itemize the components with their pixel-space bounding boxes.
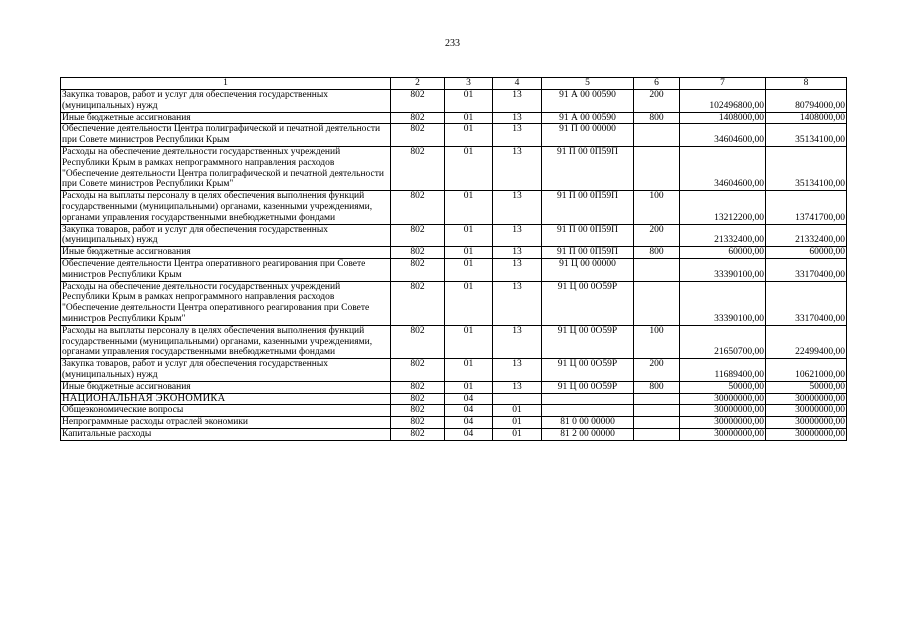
section-cell: 04 [445,428,493,440]
row-name-cell: Расходы на обеспечение деятельности государственных учреждений Республики Крым в рамках непрограммного направления расходов "Обеспечение деятельности Центра оперативного реагирования при Совете министров Республики Крым" [61,281,391,325]
section-cell: 04 [445,417,493,429]
section-cell: 01 [445,247,493,259]
expense-type-cell: 200 [634,90,680,113]
amount-year2-cell: 80794000,00 [766,90,847,113]
target-article-cell: 91 П 00 00000 [542,124,634,147]
table-row [61,124,847,147]
expense-type-cell: 100 [634,191,680,224]
subsection-cell: 13 [493,381,542,393]
subsection-cell: 13 [493,90,542,113]
section-cell: 01 [445,191,493,224]
grbs-cell: 802 [391,224,445,247]
expense-type-cell [634,405,680,417]
row-name-cell: Иные бюджетные ассигнования [61,381,391,393]
expense-type-cell [634,124,680,147]
row-name-cell: Закупка товаров, работ и услуг для обеспечения государственных (муниципальных) нужд [61,359,391,382]
expense-type-cell [634,428,680,440]
expense-type-cell [634,417,680,429]
amount-year1-cell: 30000000,00 [680,417,766,429]
amount-year2-cell: 13741700,00 [766,191,847,224]
target-article-cell: 91 П 00 0П59П [542,191,634,224]
grbs-cell: 802 [391,124,445,147]
expense-type-cell: 800 [634,247,680,259]
amount-year2-cell: 33170400,00 [766,281,847,325]
table-row [61,112,847,124]
row-name-cell: Капитальные расходы [61,428,391,440]
target-article-cell: 91 П 00 0П59П [542,224,634,247]
table-row [61,258,847,281]
row-name-cell: Расходы на выплаты персоналу в целях обеспечения выполнения функций государственными (муниципальными) органами, казенными учреждениями, органами управления государственными внебюджетными фондами [61,191,391,224]
subsection-cell: 01 [493,417,542,429]
subsection-cell: 13 [493,247,542,259]
table-row [61,405,847,417]
amount-year1-cell: 21650700,00 [680,325,766,358]
amount-year1-cell: 13212200,00 [680,191,766,224]
subsection-cell: 13 [493,359,542,382]
subsection-cell: 13 [493,124,542,147]
amount-year2-cell: 30000000,00 [766,393,847,405]
subsection-cell: 01 [493,428,542,440]
amount-year1-cell: 34604600,00 [680,146,766,190]
subsection-cell: 13 [493,224,542,247]
target-article-cell: 91 А 00 00590 [542,112,634,124]
row-name-cell: Обеспечение деятельности Центра оперативного реагирования при Совете министров Республики Крым [61,258,391,281]
target-article-cell: 91 П 00 0П59П [542,146,634,190]
subsection-cell: 13 [493,281,542,325]
row-name-cell: Закупка товаров, работ и услуг для обеспечения государственных (муниципальных) нужд [61,224,391,247]
amount-year1-cell: 1408000,00 [680,112,766,124]
section-cell: 01 [445,124,493,147]
table-row [61,417,847,429]
table-row [61,393,847,405]
page-number: 233 [445,38,460,49]
amount-year1-cell: 34604600,00 [680,124,766,147]
expense-type-cell: 100 [634,325,680,358]
row-name-cell: Обеспечение деятельности Центра полиграфической и печатной деятельности при Совете министров Республики Крым [61,124,391,147]
row-name-cell: Закупка товаров, работ и услуг для обеспечения государственных (муниципальных) нужд [61,90,391,113]
grbs-cell: 802 [391,90,445,113]
grbs-cell: 802 [391,112,445,124]
expense-type-cell: 200 [634,359,680,382]
grbs-cell: 802 [391,428,445,440]
target-article-cell [542,393,634,405]
target-article-cell: 91 Ц 00 0О59Р [542,381,634,393]
amount-year2-cell: 30000000,00 [766,405,847,417]
amount-year1-cell: 50000,00 [680,381,766,393]
expense-type-cell: 800 [634,381,680,393]
section-cell: 01 [445,281,493,325]
expense-type-cell [634,393,680,405]
grbs-cell: 802 [391,247,445,259]
amount-year1-cell: 30000000,00 [680,393,766,405]
amount-year1-cell: 30000000,00 [680,428,766,440]
row-name-cell: НАЦИОНАЛЬНАЯ ЭКОНОМИКА [61,393,391,405]
amount-year2-cell: 1408000,00 [766,112,847,124]
table-row [61,191,847,224]
subsection-cell [493,393,542,405]
amount-year2-cell: 35134100,00 [766,124,847,147]
amount-year2-cell: 33170400,00 [766,258,847,281]
amount-year2-cell: 50000,00 [766,381,847,393]
table-row [61,281,847,325]
target-article-cell: 91 Ц 00 0О59Р [542,281,634,325]
section-cell: 04 [445,393,493,405]
table-row [61,224,847,247]
grbs-cell: 802 [391,325,445,358]
amount-year1-cell: 21332400,00 [680,224,766,247]
grbs-cell: 802 [391,393,445,405]
grbs-cell: 802 [391,405,445,417]
amount-year1-cell: 11689400,00 [680,359,766,382]
table-row [61,90,847,113]
target-article-cell: 91 П 00 0П59П [542,247,634,259]
amount-year2-cell: 10621000,00 [766,359,847,382]
column-header: 1 [61,78,391,90]
budget-table [60,77,847,441]
grbs-cell: 802 [391,381,445,393]
column-header: 5 [542,78,634,90]
grbs-cell: 802 [391,281,445,325]
grbs-cell: 802 [391,146,445,190]
amount-year2-cell: 30000000,00 [766,417,847,429]
table-row [61,428,847,440]
column-header: 2 [391,78,445,90]
column-header: 3 [445,78,493,90]
target-article-cell: 81 2 00 00000 [542,428,634,440]
table-row [61,381,847,393]
row-name-cell: Расходы на обеспечение деятельности государственных учреждений Республики Крым в рамках непрограммного направления расходов "Обеспечение деятельности Центра полиграфической и печатной деятельности при Совете министров Республики Крым" [61,146,391,190]
row-name-cell: Непрограммные расходы отраслей экономики [61,417,391,429]
table-row [61,359,847,382]
expense-type-cell [634,258,680,281]
section-cell: 01 [445,224,493,247]
section-cell: 01 [445,359,493,382]
section-cell: 01 [445,90,493,113]
amount-year2-cell: 30000000,00 [766,428,847,440]
grbs-cell: 802 [391,359,445,382]
target-article-cell: 91 Ц 00 0О59Р [542,325,634,358]
amount-year2-cell: 35134100,00 [766,146,847,190]
column-header: 4 [493,78,542,90]
target-article-cell: 81 0 00 00000 [542,417,634,429]
section-cell: 01 [445,258,493,281]
grbs-cell: 802 [391,191,445,224]
section-cell: 04 [445,405,493,417]
amount-year1-cell: 60000,00 [680,247,766,259]
amount-year1-cell: 30000000,00 [680,405,766,417]
column-header: 8 [766,78,847,90]
table-row [61,146,847,190]
row-name-cell: Иные бюджетные ассигнования [61,247,391,259]
column-header: 6 [634,78,680,90]
section-cell: 01 [445,112,493,124]
amount-year1-cell: 33390100,00 [680,258,766,281]
amount-year1-cell: 102496800,00 [680,90,766,113]
target-article-cell: 91 Ц 00 0О59Р [542,359,634,382]
amount-year1-cell: 33390100,00 [680,281,766,325]
section-cell: 01 [445,325,493,358]
section-cell: 01 [445,146,493,190]
expense-type-cell [634,146,680,190]
table-row [61,325,847,358]
table-row [61,247,847,259]
subsection-cell: 01 [493,405,542,417]
amount-year2-cell: 60000,00 [766,247,847,259]
grbs-cell: 802 [391,258,445,281]
subsection-cell: 13 [493,112,542,124]
amount-year2-cell: 22499400,00 [766,325,847,358]
subsection-cell: 13 [493,325,542,358]
target-article-cell: 91 А 00 00590 [542,90,634,113]
column-header: 7 [680,78,766,90]
expense-type-cell: 800 [634,112,680,124]
row-name-cell: Расходы на выплаты персоналу в целях обеспечения выполнения функций государственными (муниципальными) органами, казенными учреждениями, органами управления государственными внебюджетными фондами [61,325,391,358]
expense-type-cell [634,281,680,325]
section-cell: 01 [445,381,493,393]
table-header-row [61,78,847,90]
target-article-cell [542,405,634,417]
expense-type-cell: 200 [634,224,680,247]
amount-year2-cell: 21332400,00 [766,224,847,247]
subsection-cell: 13 [493,191,542,224]
row-name-cell: Общеэкономические вопросы [61,405,391,417]
subsection-cell: 13 [493,146,542,190]
row-name-cell: Иные бюджетные ассигнования [61,112,391,124]
grbs-cell: 802 [391,417,445,429]
target-article-cell: 91 Ц 00 00000 [542,258,634,281]
subsection-cell: 13 [493,258,542,281]
